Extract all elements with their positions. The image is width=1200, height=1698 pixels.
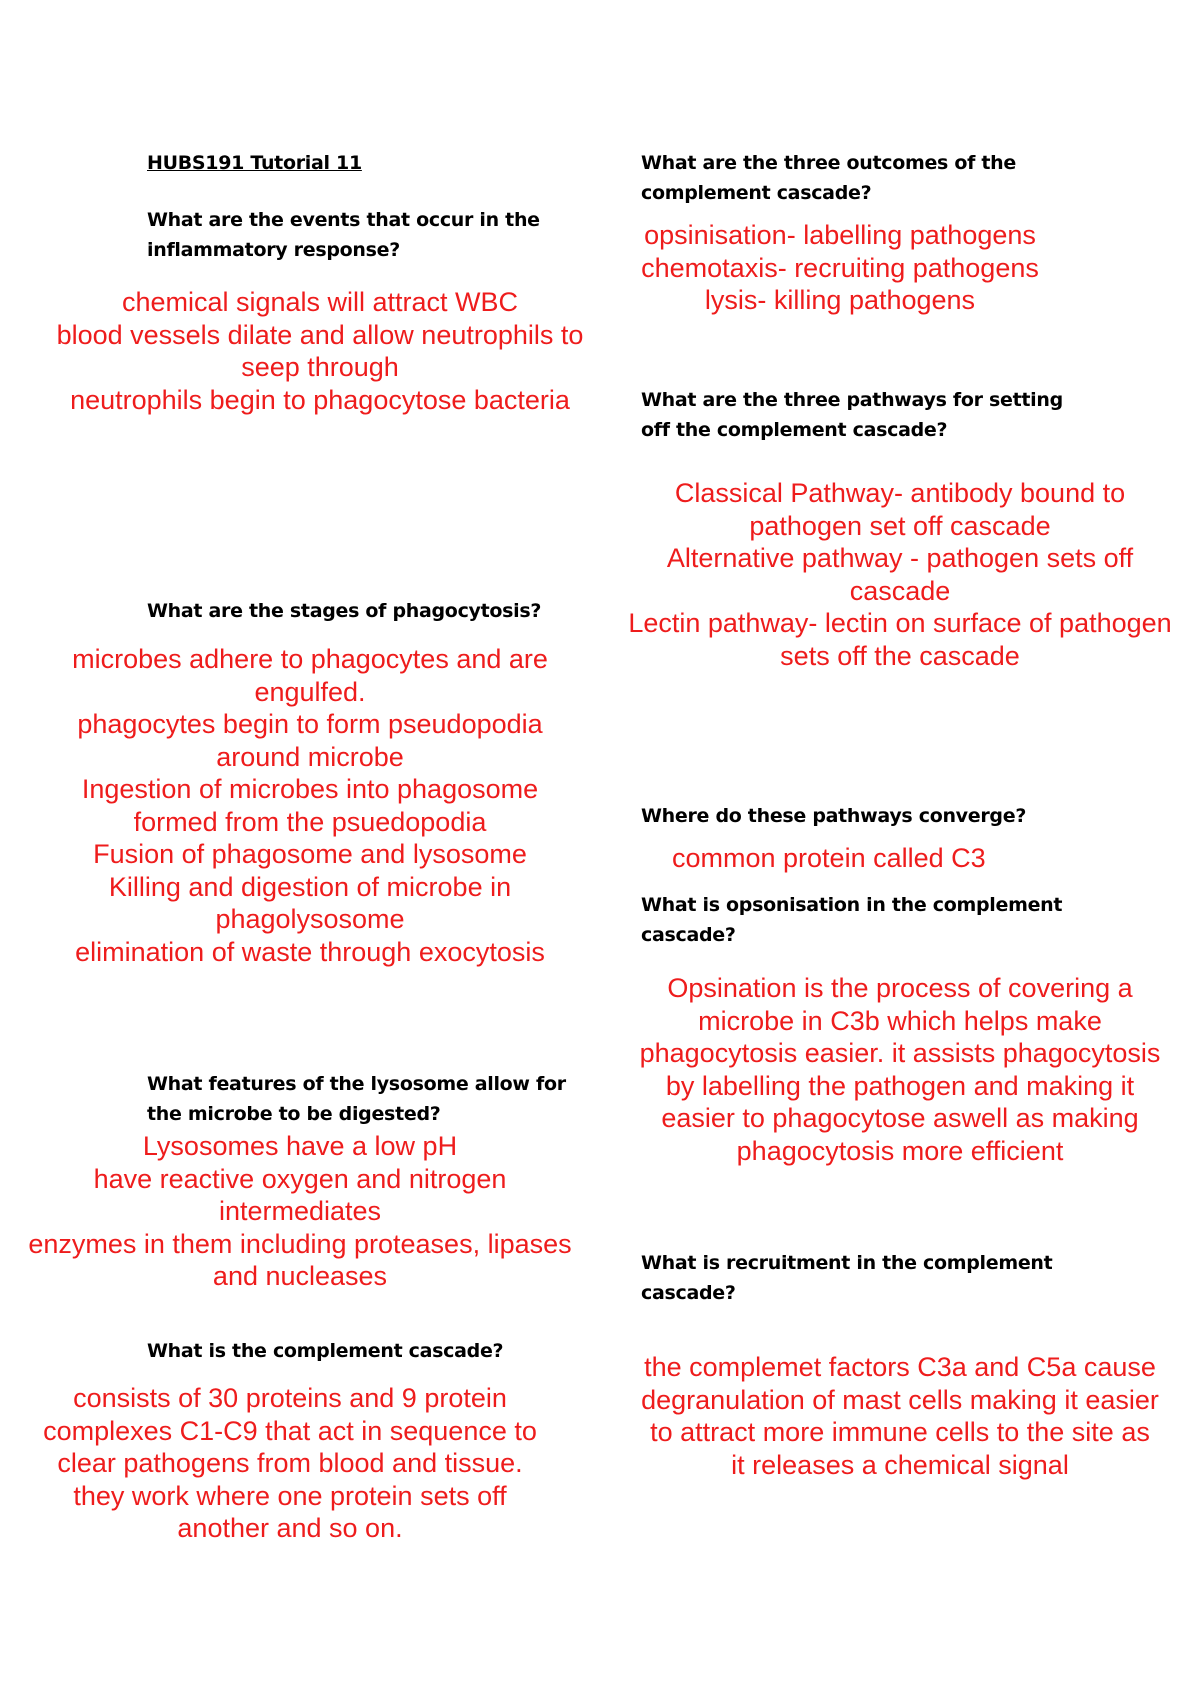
answer-line: phagocytosis more efficient (736, 1135, 1064, 1166)
answer-line: complexes C1-C9 that act in sequence to (43, 1415, 537, 1446)
answer-line: engulfed. (254, 676, 366, 707)
question-line: the microbe to be digested? (147, 1103, 441, 1125)
question-line: What are the stages of phagocytosis? (147, 600, 542, 622)
answer-recruitment (630, 1351, 1170, 1481)
answer-line: Ingestion of microbes into phagosome (81, 774, 539, 804)
question-pathways-converge (641, 801, 1026, 831)
question-line: What are the three pathways for setting (641, 389, 1063, 411)
answer-pathways-converge (672, 842, 986, 875)
answer-line: by labelling the pathogen and making it (665, 1070, 1135, 1101)
answer-line: Classical Pathway- antibody bound to (674, 478, 1126, 508)
answer-line: Killing and digestion of microbe in (108, 871, 512, 902)
answer-line: elimination of waste through exocytosis (75, 936, 545, 967)
answer-line: phagocytes begin to form pseudopodia (77, 709, 543, 739)
answer-line: consists of 30 proteins and 9 protein (73, 1383, 507, 1413)
answer-opsonisation (630, 972, 1170, 1167)
question-line: off the complement cascade? (641, 419, 948, 441)
answer-line: Lysosomes have a low pH (142, 1131, 458, 1161)
question-line: complement cascade? (641, 182, 872, 204)
answer-line: have reactive oxygen and nitrogen (93, 1163, 507, 1194)
question-line: What is the complement cascade? (147, 1340, 504, 1362)
answer-line: phagolysosome (215, 904, 405, 934)
answer-line: intermediates (218, 1196, 382, 1226)
answer-line: lysis- killing pathogens (704, 285, 976, 315)
question-line: What are the three outcomes of the (641, 152, 1016, 174)
answer-line: common protein called C3 (672, 843, 986, 873)
answer-complement-pathways (620, 477, 1180, 672)
answer-line: pathogen set off cascade (749, 510, 1051, 541)
answer-complement-cascade (30, 1382, 550, 1545)
answer-line: blood vessels dilate and allow neutrophils to (56, 319, 584, 350)
answer-line: Fusion of phagosome and lysosome (93, 839, 527, 869)
question-complement-outcomes (641, 148, 1016, 208)
answer-line: formed from the psuedopodia (133, 806, 487, 837)
answer-line: and nucleases (212, 1261, 388, 1291)
page-title: HUBS191 Tutorial 11 (147, 152, 362, 174)
question-lysosome-features (147, 1069, 566, 1129)
answer-line: Opsination is the process of covering a (667, 973, 1133, 1003)
answer-line: Lectin pathway- lectin on surface of pathogen (628, 608, 1172, 638)
answer-line: the complemet factors C3a and C5a cause (644, 1352, 1156, 1382)
answer-line: neutrophils begin to phagocytose bacteria (70, 384, 570, 415)
answer-line: chemical signals will attract WBC (121, 287, 519, 317)
answer-line: degranulation of mast cells making it easier (641, 1384, 1159, 1415)
answer-line: seep through (241, 352, 399, 382)
answer-line: Alternative pathway - pathogen sets off (666, 543, 1134, 573)
question-inflammatory-response (147, 205, 540, 265)
question-line: What features of the lysosome allow for (147, 1073, 566, 1095)
answer-line: clear pathogens from blood and tissue. (57, 1448, 523, 1478)
answer-inflammatory-response (30, 286, 610, 416)
answer-line: microbes adhere to phagocytes and are (72, 644, 548, 674)
question-line: What is recruitment in the complement (641, 1252, 1053, 1274)
answer-line: another and so on. (177, 1513, 403, 1543)
answer-line: phagocytosis easier. it assists phagocytosis (639, 1038, 1161, 1068)
answer-line: easier to phagocytose aswell as making (661, 1103, 1139, 1133)
answer-phagocytosis-stages (30, 643, 590, 968)
answer-line: to attract more immune cells to the site as (650, 1417, 1150, 1447)
answer-line: it releases a chemical signal (731, 1449, 1069, 1480)
answer-line: chemotaxis- recruiting pathogens (641, 252, 1039, 283)
answer-line: cascade (849, 575, 951, 606)
question-recruitment (641, 1248, 1052, 1308)
question-line: cascade? (641, 1282, 736, 1304)
question-line: What is opsonisation in the complement (641, 894, 1063, 916)
question-complement-cascade (147, 1336, 503, 1366)
answer-line: around microbe (216, 741, 404, 772)
answer-line: sets off the cascade (780, 640, 1020, 671)
answer-line: microbe in C3b which helps make (698, 1005, 1102, 1036)
answer-line: enzymes in them including proteases, lipases (28, 1228, 572, 1259)
question-opsonisation (641, 890, 1062, 950)
question-complement-pathways (641, 385, 1063, 445)
question-line: Where do these pathways converge? (641, 805, 1027, 827)
question-line: inflammatory response? (147, 239, 400, 261)
question-phagocytosis-stages (147, 596, 541, 626)
question-line: What are the events that occur in the (147, 209, 540, 231)
answer-line: opsinisation- labelling pathogens (644, 220, 1036, 250)
answer-line: they work where one protein sets off (73, 1480, 507, 1511)
answer-complement-outcomes (630, 219, 1050, 317)
question-line: cascade? (641, 924, 736, 946)
answer-lysosome-features (20, 1130, 580, 1293)
